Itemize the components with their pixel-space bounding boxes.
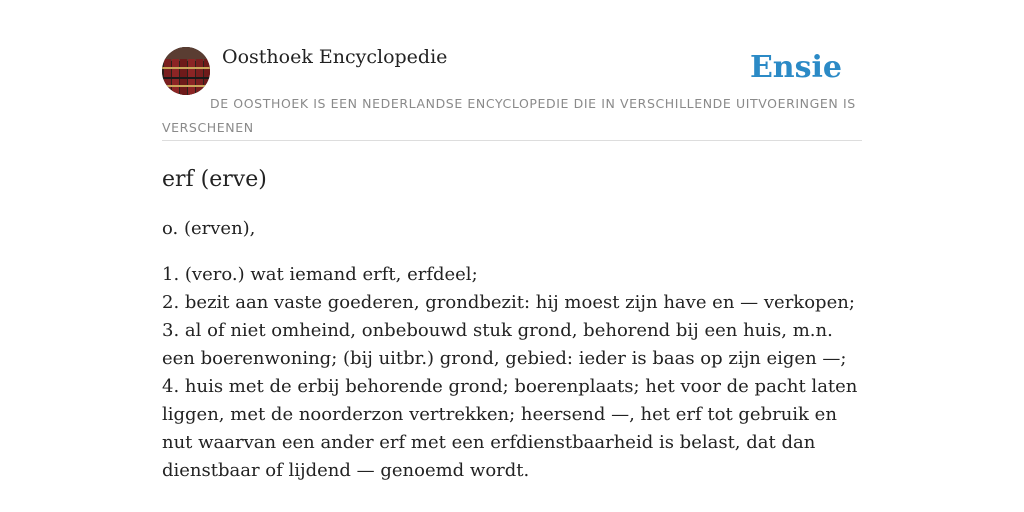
ensie-logo[interactable]: Ensie (749, 50, 842, 85)
encyclopedia-books-icon (162, 47, 210, 95)
entry-headword: erf (erve) (162, 167, 267, 192)
sense-item: 1. (vero.) wat iemand erft, erfdeel; (162, 264, 478, 285)
sense-list (162, 261, 862, 485)
entry-grammar: o. (erven), (162, 218, 256, 239)
sense-item: 4. huis met de erbij behorende grond; boerenplaats; het voor de pacht laten liggen, met de noorderzon vertrekken; heersend —, het erf tot gebruik en nut waarvan een ander erf met een erfdienstbaarheid is belast, dat dan dienstbaar of lijdend — genoemd wordt. (162, 376, 858, 481)
source-header (162, 44, 862, 141)
sense-item: 2. bezit aan vaste goederen, grondbezit: hij moest zijn have en — verkopen; (162, 292, 855, 313)
entry-page (162, 44, 862, 485)
source-title[interactable]: Oosthoek Encyclopedie (222, 46, 448, 68)
source-description: DE OOSTHOEK IS EEN NEDERLANDSE ENCYCLOPEDIE DIE IN VERSCHILLENDE UITVOERINGEN IS VERSCHENEN (162, 96, 856, 135)
sense-item: 3. al of niet omheind, onbebouwd stuk grond, behorend bij een huis, m.n. een boerenwoning; (bij uitbr.) grond, gebied: ieder is baas op zijn eigen —; (162, 320, 847, 369)
source-avatar[interactable] (162, 47, 210, 95)
